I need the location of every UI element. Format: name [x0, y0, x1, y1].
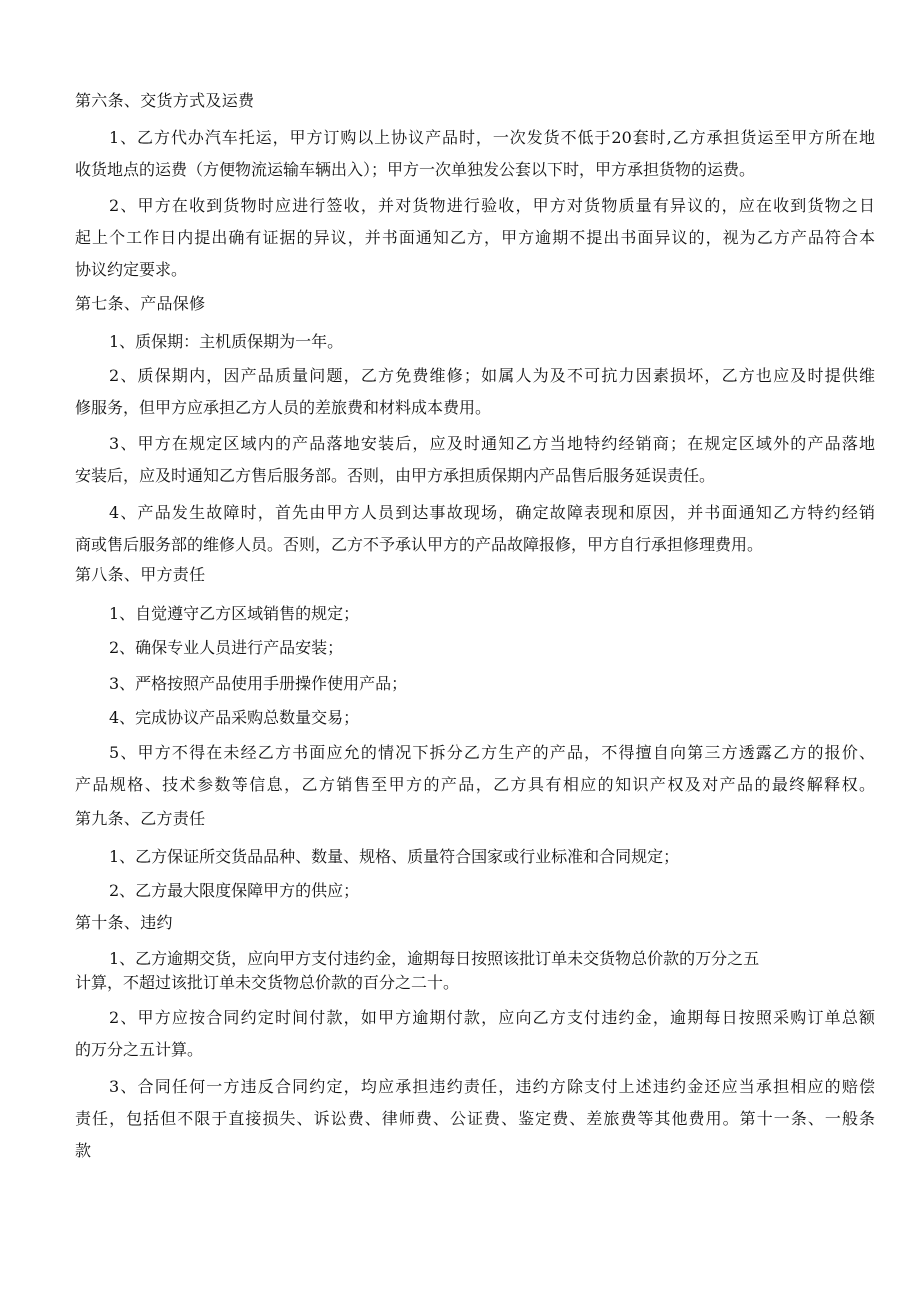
text-line: 商或售后服务部的维修人员。否则，乙方不予承认甲方的产品故障报修，甲方自行承担修理费用。	[75, 535, 764, 554]
text-line: 2、确保专业人员进行产品安装；	[109, 638, 344, 657]
section-7-paragraph-2	[75, 360, 875, 424]
text-line: 收货地点的运费（方便物流运输车辆出入）；甲方一次单独发公套以下时，甲方承担货物的运费。	[75, 160, 756, 179]
text-line: 1、乙方代办汽车托运，甲方订购以上协议产品时，一次发货不低于20套时,乙方承担货运至甲方所在地	[109, 128, 875, 147]
section-10-paragraph-1	[75, 943, 875, 999]
section-9-paragraph-2	[75, 875, 875, 907]
section-8-paragraph-5	[75, 737, 875, 801]
text-line: 协议约定要求。	[75, 260, 188, 279]
section-7-paragraph-3	[75, 428, 875, 492]
text-line: 4、产品发生故障时，首先由甲方人员到达事故现场，确定故障表现和原因，并书面通知乙方特约经销	[109, 503, 875, 522]
text-line: 3、甲方在规定区域内的产品落地安装后，应及时通知乙方当地特约经销商；在规定区域外的产品落地	[109, 434, 875, 453]
text-line: 1、乙方保证所交货品品种、数量、规格、质量符合国家或行业标准和合同规定；	[109, 847, 680, 866]
text-line: 5、甲方不得在未经乙方书面应允的情况下拆分乙方生产的产品，不得擅自向第三方透露乙方的报价、	[109, 743, 875, 762]
section-8-heading: 第八条、甲方责任	[75, 565, 206, 584]
text-line: 修服务，但甲方应承担乙方人员的差旅费和材料成本费用。	[75, 398, 492, 417]
text-line: 3、严格按照产品使用手册操作使用产品；	[109, 674, 408, 693]
section-7-paragraph-4	[75, 497, 875, 561]
section-8-paragraph-1	[75, 598, 875, 630]
section-8-paragraph-4	[75, 702, 875, 734]
section-9-paragraph-1	[75, 841, 875, 873]
section-6-heading: 第六条、交货方式及运费	[75, 91, 255, 110]
section-9-heading: 第九条、乙方责任	[75, 809, 206, 828]
text-line: 款	[75, 1141, 92, 1160]
text-line: 产品规格、技术参数等信息，乙方销售至甲方的产品，乙方具有相应的知识产权及对产品的最终解释权。	[75, 775, 875, 794]
text-line: 起上个工作日内提出确有证据的异议，并书面通知乙方，甲方逾期不提出书面异议的，视为乙方产品符合本	[75, 228, 875, 247]
text-line: 1、自觉遵守乙方区域销售的规定；	[109, 604, 360, 623]
text-line: 2、甲方在收到货物时应进行签收，并对货物进行验收，甲方对货物质量有异议的，应在收到货物之日	[109, 196, 875, 215]
text-line: 4、完成协议产品采购总数量交易；	[109, 708, 360, 727]
section-6-paragraph-2	[75, 190, 875, 286]
section-10-paragraph-2	[75, 1002, 875, 1066]
text-line: 的万分之五计算。	[75, 1040, 204, 1059]
text-line: 安装后，应及时通知乙方售后服务部。否则，由甲方承担质保期内产品售后服务延误责任。	[75, 466, 716, 485]
section-7-paragraph-1	[75, 326, 875, 358]
section-8-paragraph-3	[75, 668, 875, 700]
section-10-paragraph-3	[75, 1071, 875, 1167]
text-line: 1、质保期：主机质保期为一年。	[109, 332, 344, 351]
section-6-paragraph-1	[75, 122, 875, 186]
text-line: 2、质保期内，因产品质量问题，乙方免费维修；如属人为及不可抗力因素损坏，乙方也应及时提供维	[109, 366, 875, 385]
section-10-heading: 第十条、违约	[75, 913, 173, 932]
section-7-heading: 第七条、产品保修	[75, 294, 206, 313]
text-line: 3、合同任何一方违反合同约定，均应承担违约责任，违约方除支付上述违约金还应当承担相应的赔偿	[109, 1077, 875, 1096]
section-8-paragraph-2	[75, 632, 875, 664]
text-line: 2、乙方最大限度保障甲方的供应；	[109, 881, 360, 900]
text-line: 2、甲方应按合同约定时间付款，如甲方逾期付款，应向乙方支付违约金，逾期每日按照采购订单总额	[109, 1008, 875, 1027]
text-line: 责任，包括但不限于直接损失、诉讼费、律师费、公证费、鉴定费、差旅费等其他费用。第十一条、一般条	[75, 1109, 875, 1128]
text-line: 计算，不超过该批订单未交货物总价款的百分之二十。	[75, 973, 460, 992]
text-line: 1、乙方逾期交货，应向甲方支付违约金，逾期每日按照该批订单未交货物总价款的万分之五	[109, 949, 760, 968]
